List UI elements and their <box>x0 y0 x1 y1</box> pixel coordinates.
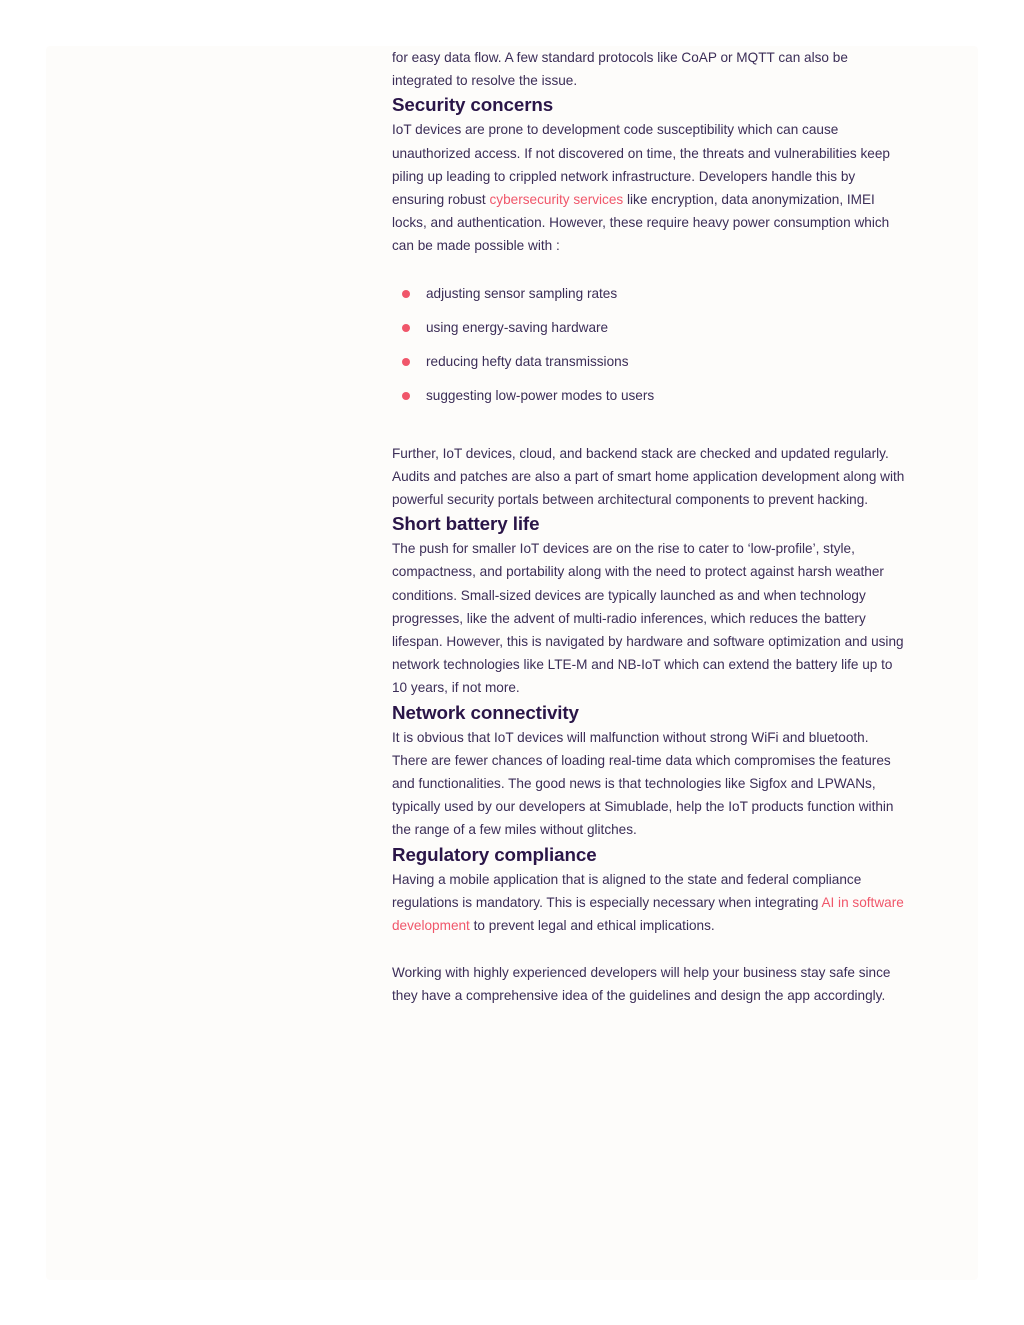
article-body <box>392 46 907 1008</box>
network-paragraph: It is obvious that IoT devices will malfunction without strong WiFi and bluetooth. There are fewer chances of loading real-time data which compromises the features and functionalities. The good news is that technologies like Sigfox and LPWANs, typically used by our developers at Simublade, help the IoT products function within the range of a few miles without glitches. <box>392 729 894 838</box>
regulatory-text-before-link: Having a mobile application that is aligned to the state and federal compliance regulations is mandatory. This is especially necessary when integrating <box>392 871 862 910</box>
heading-regulatory-compliance: Regulatory compliance <box>392 843 597 865</box>
security-paragraph-1 <box>392 118 907 257</box>
bullet-dot-icon <box>402 290 410 298</box>
list-item-text: suggesting low-power modes to users <box>426 387 655 403</box>
list-item-text: reducing hefty data transmissions <box>426 353 629 369</box>
regulatory-text-after-link: to prevent legal and ethical implications. <box>469 918 715 934</box>
security-bullet-list <box>392 282 907 418</box>
cybersecurity-services-link[interactable]: cybersecurity services <box>489 192 624 208</box>
regulatory-paragraph-1 <box>392 868 907 938</box>
bullet-dot-icon <box>402 392 410 400</box>
heading-security-concerns: Security concerns <box>392 94 554 116</box>
bullet-dot-icon <box>402 358 410 366</box>
security-text-before-link: IoT devices are prone to development code susceptibility which can cause unauthorized access. If not discovered on time, the threats and vulnerabilities keep piling up leading to crippled network infrastructure. Developers handle this by ensuring robust <box>392 122 890 208</box>
security-paragraph-2: Further, IoT devices, cloud, and backend stack are checked and updated regularly. Audits and patches are also a part of smart home application development along with powerful security portals between architectural components to prevent hacking. <box>392 445 905 508</box>
heading-network-connectivity: Network connectivity <box>392 701 579 723</box>
intro-paragraph: for easy data flow. A few standard protocols like CoAP or MQTT can also be integrated to resolve the issue. <box>392 50 848 89</box>
list-item-text: using energy-saving hardware <box>426 319 609 335</box>
heading-short-battery-life: Short battery life <box>392 513 540 535</box>
battery-paragraph: The push for smaller IoT devices are on the rise to cater to ‘low-profile’, style, compactness, and portability along with the need to protect against harsh weather conditions. Small-sized devices are typically launched as and when technology progresses, like the advent of multi-radio inferences, which reduces the battery lifespan. However, this is navigated by hardware and software optimization and using network technologies like LTE-M and NB-IoT which can extend the battery life up to 10 years, if not more. <box>392 541 904 696</box>
ai-in-software-development-link[interactable]: AI in software development <box>392 894 904 934</box>
security-text-after-link: like encryption, data anonymization, IMEI locks, and authentication. However, these require heavy power consumption which can be made possible with : <box>392 192 890 254</box>
list-item-text: adjusting sensor sampling rates <box>426 285 618 301</box>
list-item <box>392 282 907 316</box>
list-item <box>392 384 907 418</box>
list-item <box>392 316 907 350</box>
regulatory-paragraph-2: Working with highly experienced developers will help your business stay safe since they have a comprehensive idea of the guidelines and design the app accordingly. <box>392 965 891 1004</box>
bullet-dot-icon <box>402 324 410 332</box>
list-item <box>392 350 907 384</box>
